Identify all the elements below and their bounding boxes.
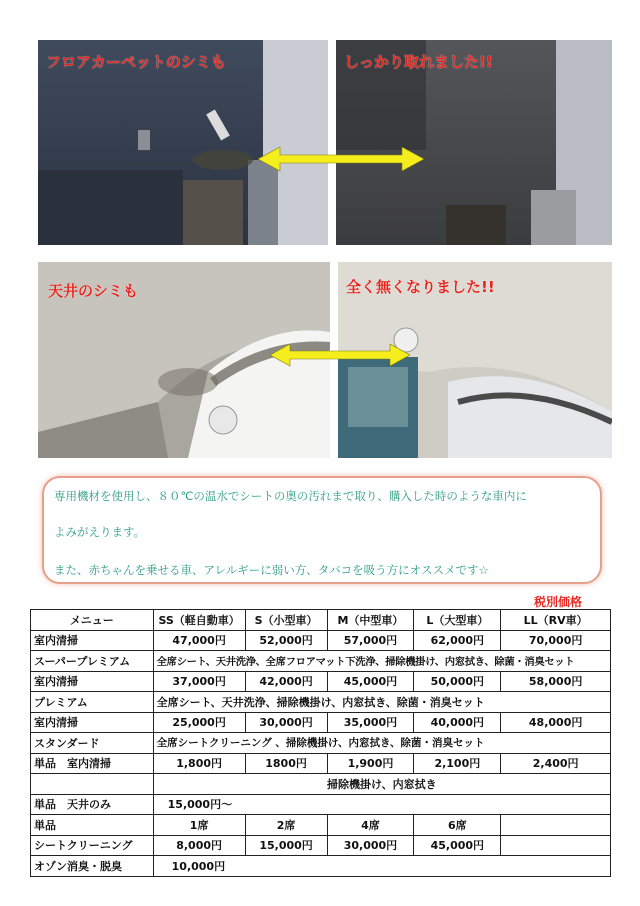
price-cell: 58,000円 xyxy=(501,671,611,692)
ceiling-after-caption: 全く無くなりました!! xyxy=(346,278,495,296)
notice-box xyxy=(42,476,602,584)
menu-name: 単品 xyxy=(31,815,154,836)
table-row xyxy=(31,774,611,795)
price-cell: 62,000円 xyxy=(414,630,501,651)
table-row xyxy=(31,651,611,672)
price-cell: 37,000円 xyxy=(153,671,245,692)
notice-line-2: よみがえります。 xyxy=(54,525,146,539)
comparison-arrow-icon xyxy=(258,145,424,173)
header-cell: LL（RV車） xyxy=(501,610,611,631)
menu-description: 全席シート、天井洗浄、全席フロアマット下洗浄、掃除機掛け、内窓拭き、除菌・消臭セット xyxy=(153,651,610,672)
menu-name: 室内清掃 xyxy=(31,712,154,733)
price-table xyxy=(30,609,611,877)
price-cell: 2,100円 xyxy=(414,753,501,774)
table-row xyxy=(31,712,611,733)
tax-note: 税別価格 xyxy=(534,595,583,609)
table-row xyxy=(31,630,611,651)
price-cell: 57,000円 xyxy=(327,630,414,651)
menu-name: 室内清掃 xyxy=(31,630,154,651)
price-cell: 10,000円 xyxy=(153,856,610,877)
price-cell: 1800円 xyxy=(245,753,327,774)
table-header-row xyxy=(31,610,611,631)
menu-name: 室内清掃 xyxy=(31,671,154,692)
price-cell: 70,000円 xyxy=(501,630,611,651)
menu-name: スーパープレミアム xyxy=(31,651,154,672)
table-row xyxy=(31,733,611,754)
menu-name: 単品 天井のみ xyxy=(31,794,154,815)
seat-count-cell: 1席 xyxy=(153,815,245,836)
price-cell: 30,000円 xyxy=(245,712,327,733)
seat-count-cell: 6席 xyxy=(414,815,501,836)
price-cell: 1,800円 xyxy=(153,753,245,774)
price-cell: 47,000円 xyxy=(153,630,245,651)
menu-description: 掃除機掛け、内窓拭き xyxy=(153,774,610,795)
price-cell: 15,000円 xyxy=(245,835,327,856)
menu-name: スタンダード xyxy=(31,733,154,754)
header-cell: L（大型車） xyxy=(414,610,501,631)
price-cell: 35,000円 xyxy=(327,712,414,733)
table-row xyxy=(31,815,611,836)
price-cell: 45,000円 xyxy=(414,835,501,856)
price-cell: 30,000円 xyxy=(327,835,414,856)
floor-after-caption: しっかり取れました!! xyxy=(344,53,493,71)
table-row xyxy=(31,692,611,713)
menu-name: 単品 室内清掃 xyxy=(31,753,154,774)
menu-name: プレミアム xyxy=(31,692,154,713)
seat-count-cell: 2席 xyxy=(245,815,327,836)
price-cell: 15,000円～ xyxy=(153,794,610,815)
header-cell: M（中型車） xyxy=(327,610,414,631)
header-cell: S（小型車） xyxy=(245,610,327,631)
notice-line-1: 専用機材を使用し、８０℃の温水でシートの奥の汚れまで取り、購入した時のような車内に xyxy=(54,489,527,503)
table-row xyxy=(31,794,611,815)
menu-name: オゾン消臭・脱臭 xyxy=(31,856,154,877)
price-cell: 42,000円 xyxy=(245,671,327,692)
price-cell: 2,400円 xyxy=(501,753,611,774)
seat-count-cell: 4席 xyxy=(327,815,414,836)
comparison-arrow-icon xyxy=(270,342,410,368)
header-cell: SS（軽自動車） xyxy=(153,610,245,631)
table-row xyxy=(31,856,611,877)
table-row xyxy=(31,671,611,692)
ceiling-before-caption: 天井のシミも xyxy=(48,282,139,300)
price-cell: 25,000円 xyxy=(153,712,245,733)
table-row xyxy=(31,835,611,856)
menu-description: 全席シート、天井洗浄、掃除機掛け、内窓拭き、除菌・消臭セット xyxy=(153,692,610,713)
price-cell: 45,000円 xyxy=(327,671,414,692)
price-cell: 50,000円 xyxy=(414,671,501,692)
floor-before-caption: フロアカーペットのシミも xyxy=(46,53,226,71)
notice-line-3: また、赤ちゃんを乗せる車、アレルギーに弱い方、タバコを吸う方にオススメです☆ xyxy=(54,563,489,577)
price-cell: 40,000円 xyxy=(414,712,501,733)
table-row xyxy=(31,753,611,774)
price-cell: 48,000円 xyxy=(501,712,611,733)
price-cell: 52,000円 xyxy=(245,630,327,651)
menu-description: 全席シートクリーニング 、掃除機掛け、内窓拭き、除菌・消臭セット xyxy=(153,733,610,754)
header-cell: メニュー xyxy=(31,610,154,631)
menu-name: シートクリーニング xyxy=(31,835,154,856)
price-cell: 1,900円 xyxy=(327,753,414,774)
price-cell: 8,000円 xyxy=(153,835,245,856)
